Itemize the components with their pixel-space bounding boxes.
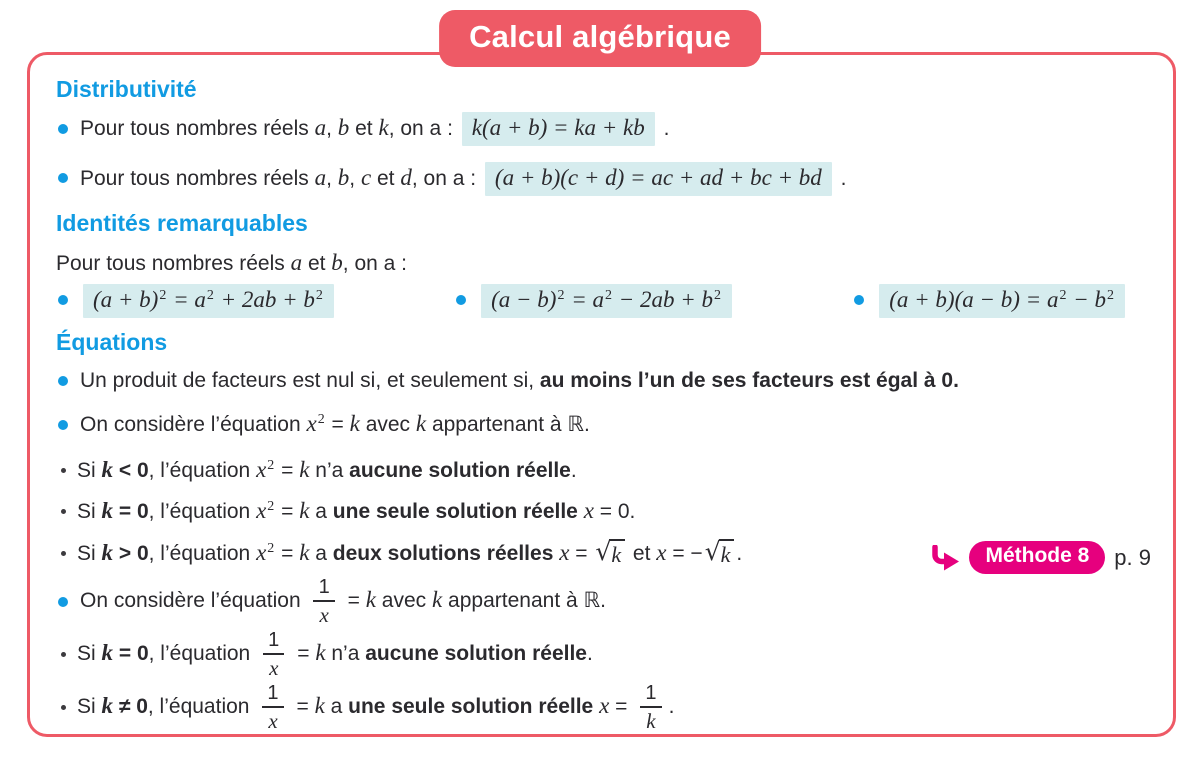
text-segment: . (584, 413, 590, 437)
text-segment: appartenant à (442, 589, 584, 613)
text-segment: = (290, 695, 315, 719)
text-segment: k (101, 539, 114, 565)
text-segment: avec (375, 589, 432, 613)
text-segment: 2 (1059, 288, 1067, 304)
text-segment: x (599, 693, 610, 719)
small-bullet-icon (61, 652, 66, 657)
bullet-line (56, 407, 1131, 442)
fraction-numerator: 1 (645, 682, 657, 705)
radicand: k (719, 539, 735, 567)
text-segment: = 0 (113, 642, 149, 666)
text-segment: x (306, 411, 317, 437)
main-card (27, 52, 1176, 737)
text-segment: k (299, 456, 310, 482)
formula-highlight (462, 112, 655, 146)
text-segment: 2 (557, 288, 565, 304)
text-segment: k (299, 498, 310, 524)
text-segment: deux solutions réelles (332, 541, 554, 565)
small-bullet-icon (61, 705, 66, 710)
text-segment: ℝ (583, 588, 601, 613)
fraction-numerator: 1 (267, 682, 279, 705)
text-segment: n’a (309, 458, 350, 482)
method-page-number: p. 9 (1114, 544, 1151, 570)
text-segment: . (600, 589, 606, 613)
text-segment: = (569, 541, 594, 565)
bullet-icon (58, 124, 68, 134)
fraction (262, 683, 283, 732)
text-segment: < 0 (113, 458, 149, 482)
text-segment: k (314, 693, 325, 719)
text-segment: b (337, 164, 350, 190)
text-segment: . (570, 458, 577, 482)
section-heading-equations: Équations (56, 329, 168, 356)
fraction (313, 577, 334, 626)
line-content (56, 246, 407, 281)
text-segment: = (291, 642, 316, 666)
text-segment: Un produit de facteurs est nul si, et seulement si, (80, 368, 540, 392)
fraction-denominator: x (263, 653, 284, 679)
identity-formula (80, 287, 337, 313)
text-segment: avec (359, 413, 416, 437)
identities-row (56, 287, 1128, 313)
text-segment: 2 (159, 288, 167, 304)
text-segment: k (101, 693, 114, 719)
text-segment: , l’équation (148, 541, 257, 565)
text-segment: b (331, 249, 343, 275)
sub-bullet-line (56, 630, 1131, 679)
text-segment: = − (666, 541, 703, 565)
text-segment: . (657, 117, 670, 141)
formula-highlight (879, 284, 1125, 318)
text-segment: une seule solution réelle (348, 695, 594, 719)
text-segment: = (275, 458, 300, 482)
text-segment: Si (77, 695, 102, 719)
bullet-icon (58, 420, 68, 430)
text-segment: , (349, 166, 361, 190)
line-content (77, 630, 593, 679)
text-segment: . (834, 166, 847, 190)
text-segment: + 2ab + b (214, 287, 315, 313)
text-segment: . (586, 642, 593, 666)
small-bullet-icon (61, 509, 66, 514)
identity-item (56, 287, 337, 313)
text-segment: , l’équation (148, 642, 257, 666)
fraction (640, 683, 661, 732)
method-badge[interactable]: Méthode 8 (969, 541, 1105, 574)
text-segment: k (101, 640, 114, 666)
text-segment: 2 (267, 540, 275, 556)
text-segment: 2 (267, 499, 275, 515)
fraction-numerator: 1 (318, 576, 330, 599)
text-segment: . (736, 541, 743, 565)
text-segment: c (360, 164, 372, 190)
text-segment: = (341, 589, 366, 613)
text-segment: (a + b)(c + d) = ac + ad + bc + bd (494, 164, 822, 190)
text-segment: Pour tous nombres réels (80, 166, 315, 190)
text-segment: ≠ 0 (113, 695, 148, 719)
text-segment: k (365, 587, 376, 613)
radicand: k (609, 539, 625, 567)
text-segment: − b (1067, 287, 1106, 313)
small-bullet-icon (61, 468, 66, 473)
text-segment: et (371, 166, 401, 190)
text-segment: n’a (325, 642, 366, 666)
line-content (77, 683, 674, 732)
text-segment: a (324, 695, 349, 719)
text-segment: x (559, 539, 570, 565)
text-segment: a (290, 249, 303, 275)
text-segment: On considère l’équation (80, 413, 307, 437)
identity-item (454, 287, 735, 313)
text-segment: aucune solution réelle (365, 642, 587, 666)
text-segment: a (314, 164, 327, 190)
text-segment: k (101, 498, 114, 524)
bullet-icon (854, 295, 864, 305)
text-segment: b (337, 115, 350, 141)
line-content (77, 536, 742, 571)
text-segment: x (256, 456, 267, 482)
text-segment: k (349, 411, 360, 437)
text-segment: = (609, 695, 634, 719)
text-segment: 2 (714, 288, 722, 304)
text-segment: 2 (206, 288, 214, 304)
section-heading-distributivite: Distributivité (56, 76, 197, 102)
text-segment: x (256, 539, 267, 565)
text-segment: ℝ (567, 412, 585, 437)
text-segment: Si (77, 500, 102, 524)
bullet-icon (58, 597, 68, 607)
text-segment: et (302, 251, 332, 275)
fraction-denominator: x (262, 706, 283, 732)
bullet-icon (58, 295, 68, 305)
text-segment: x (656, 539, 667, 565)
text-segment: = a (565, 287, 604, 313)
curved-right-arrow-icon (930, 545, 960, 571)
text-segment: d (400, 164, 412, 190)
fraction-numerator: 1 (268, 629, 280, 652)
line-content (77, 453, 577, 488)
text-segment: k (378, 115, 389, 141)
sub-bullet-line (56, 494, 1131, 529)
line-content (77, 494, 635, 529)
text-segment: Si (77, 642, 102, 666)
text-segment: k (432, 587, 443, 613)
bullet-line (56, 577, 1131, 626)
text-segment: Si (77, 458, 102, 482)
fraction-denominator: k (640, 706, 661, 732)
bullet-line (56, 365, 1131, 397)
text-segment: = (275, 541, 300, 565)
bullet-icon (58, 173, 68, 183)
text-segment: , (326, 166, 338, 190)
text-segment: , on a : (411, 166, 482, 190)
text-segment: a (314, 115, 327, 141)
bullet-icon (58, 376, 68, 386)
bullet-line (56, 111, 1131, 146)
identities-intro (56, 246, 1131, 281)
text-segment: k (315, 640, 326, 666)
text-segment: = 0 (113, 500, 149, 524)
formula-highlight (485, 162, 832, 196)
line-content (80, 577, 606, 626)
text-segment: une seule solution réelle (332, 500, 578, 524)
section-heading-identites: Identités remarquables (56, 210, 308, 237)
line-content (80, 365, 959, 397)
text-segment: > 0 (113, 541, 149, 565)
page-title: Calcul algébrique (439, 10, 761, 67)
text-segment: . (668, 695, 675, 719)
text-segment: 2 (315, 288, 323, 304)
text-segment: Pour tous nombres réels (80, 117, 315, 141)
text-segment: , on a : (342, 251, 408, 275)
bullet-icon (456, 295, 466, 305)
text-segment: a (309, 500, 333, 524)
text-segment: x (583, 498, 594, 524)
radical-sign-icon: √ (704, 536, 721, 566)
text-segment: , on a : (388, 117, 459, 141)
text-segment: Si (77, 541, 102, 565)
text-segment: , l’équation (148, 500, 257, 524)
small-bullet-icon (61, 551, 66, 556)
text-segment: (a + b)(a − b) = a (889, 287, 1059, 313)
text-segment: 2 (317, 412, 325, 428)
text-segment: − 2ab + b (613, 287, 714, 313)
fraction (263, 630, 284, 679)
identity-formula (876, 287, 1128, 313)
text-segment: au moins l’un de ses facteurs est égal à 0. (539, 368, 959, 392)
text-segment: On considère l’équation (80, 589, 307, 613)
text-segment: = (325, 413, 350, 437)
text-segment: = 0. (593, 500, 636, 524)
square-root (704, 536, 735, 567)
text-segment: = a (167, 287, 206, 313)
radical-sign-icon: √ (595, 536, 612, 566)
text-segment: (a − b) (491, 287, 557, 313)
fraction-denominator: x (313, 600, 334, 626)
text-segment: k (299, 539, 310, 565)
bullet-line (56, 161, 1131, 196)
text-segment: 2 (1106, 288, 1114, 304)
text-segment: k (415, 411, 427, 437)
text-segment: 2 (605, 288, 612, 304)
text-segment: x (256, 498, 267, 524)
sub-bullet-line (56, 453, 1131, 488)
sub-bullet-line (56, 683, 1131, 732)
line-content (80, 161, 846, 196)
formula-highlight (83, 284, 334, 318)
square-root (595, 536, 625, 567)
text-segment: appartenant à (426, 413, 568, 437)
text-segment: Pour tous nombres réels (56, 251, 291, 275)
text-segment: k (101, 456, 114, 482)
line-content (80, 407, 590, 442)
text-segment: a (309, 541, 333, 565)
text-segment: = (275, 500, 300, 524)
text-segment: , (326, 117, 338, 141)
identity-formula (478, 287, 735, 313)
identity-item (852, 287, 1128, 313)
text-segment: aucune solution réelle (349, 458, 571, 482)
text-segment: (a + b) (93, 287, 159, 313)
text-segment: et (627, 541, 657, 565)
method-reference (930, 541, 1151, 574)
text-segment: k(a + b) = ka + kb (471, 115, 645, 141)
text-segment: et (349, 117, 379, 141)
text-segment: , l’équation (147, 695, 256, 719)
formula-highlight (481, 284, 732, 318)
text-segment: , l’équation (148, 458, 257, 482)
text-segment: 2 (267, 457, 275, 473)
line-content (80, 111, 669, 146)
